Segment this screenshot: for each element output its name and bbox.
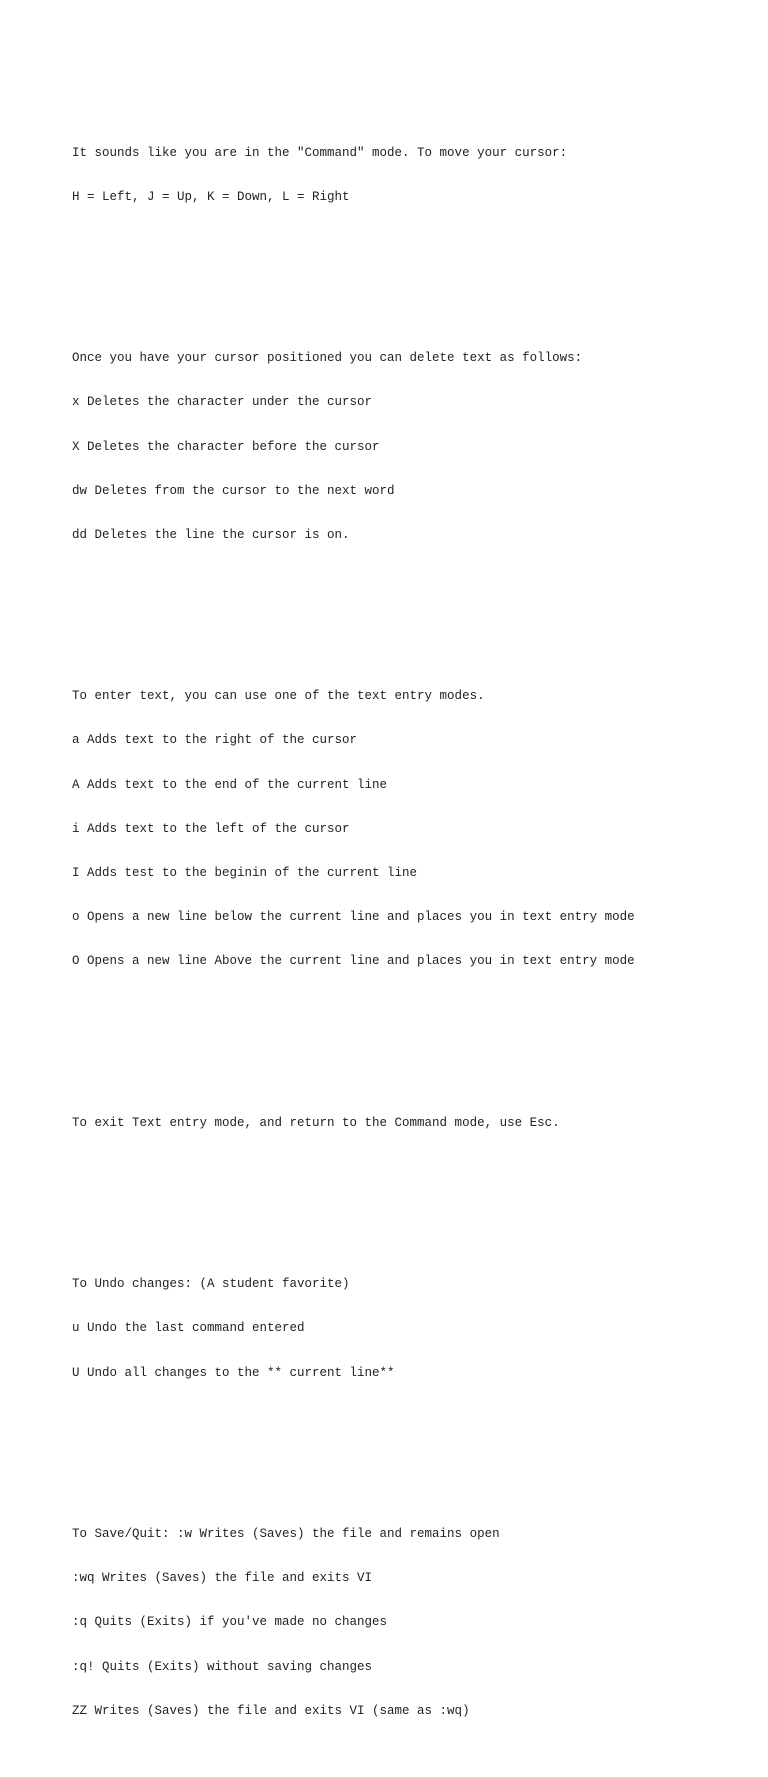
paragraph-exit-entry bbox=[72, 1086, 732, 1160]
paragraph-spacer bbox=[72, 263, 732, 278]
paragraph-cursor-movement bbox=[72, 116, 732, 234]
text-line: X Deletes the character before the cursor bbox=[72, 439, 380, 454]
paragraph-save-quit bbox=[72, 1498, 732, 1748]
text-line: o Opens a new line below the current line and places you in text entry mode bbox=[72, 909, 635, 924]
text-line: To enter text, you can use one of the text entry modes. bbox=[72, 689, 485, 704]
document-page bbox=[72, 72, 732, 1777]
text-line: It sounds like you are in the "Command" mode. To move your cursor: bbox=[72, 145, 568, 160]
text-line: U Undo all changes to the ** current line** bbox=[72, 1365, 395, 1380]
text-line: dw Deletes from the cursor to the next word bbox=[72, 483, 395, 498]
text-line: :q Quits (Exits) if you've made no changes bbox=[72, 1615, 388, 1630]
text-line: To exit Text entry mode, and return to the Command mode, use Esc. bbox=[72, 1115, 560, 1130]
text-line: To Undo changes: (A student favorite) bbox=[72, 1277, 350, 1292]
text-line: H = Left, J = Up, K = Down, L = Right bbox=[72, 189, 350, 204]
text-line: I Adds test to the beginin of the current line bbox=[72, 865, 418, 880]
text-line: To Save/Quit: :w Writes (Saves) the file and remains open bbox=[72, 1527, 500, 1542]
text-line: dd Deletes the line the cursor is on. bbox=[72, 527, 350, 542]
text-line: a Adds text to the right of the cursor bbox=[72, 733, 358, 748]
text-line: x Deletes the character under the cursor bbox=[72, 395, 373, 410]
paragraph-spacer bbox=[72, 1027, 732, 1042]
text-line: O Opens a new line Above the current line and places you in text entry mode bbox=[72, 953, 635, 968]
paragraph-delete-commands bbox=[72, 322, 732, 572]
paragraph-undo bbox=[72, 1248, 732, 1410]
paragraph-spacer bbox=[72, 1189, 732, 1204]
paragraph-spacer bbox=[72, 601, 732, 616]
text-line: u Undo the last command entered bbox=[72, 1321, 305, 1336]
text-line: i Adds text to the left of the cursor bbox=[72, 821, 350, 836]
text-line: :q! Quits (Exits) without saving changes bbox=[72, 1659, 373, 1674]
text-line: A Adds text to the end of the current line bbox=[72, 777, 388, 792]
paragraph-spacer bbox=[72, 1439, 732, 1454]
text-line: :wq Writes (Saves) the file and exits VI bbox=[72, 1571, 373, 1586]
text-line: Once you have your cursor positioned you can delete text as follows: bbox=[72, 351, 583, 366]
text-line: ZZ Writes (Saves) the file and exits VI (same as :wq) bbox=[72, 1703, 470, 1718]
paragraph-text-entry bbox=[72, 660, 732, 998]
